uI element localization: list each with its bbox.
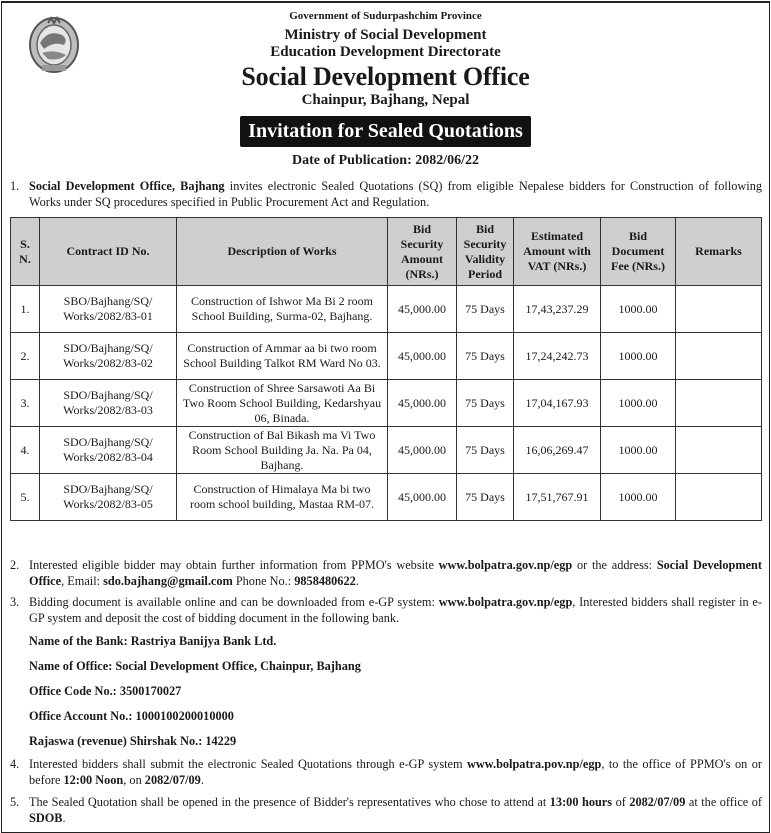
cell-remarks [676, 380, 762, 427]
cell-validity: 75 Days [457, 286, 514, 333]
office-code: Office Code No.: 3500170027 [29, 684, 182, 698]
cell-validity: 75 Days [457, 380, 514, 427]
cell-validity: 75 Days [457, 427, 514, 474]
clause-text: The Sealed Quotation shall be opened in the presence of Bidder's representatives who chose to attend at [29, 795, 550, 809]
cell-contract-id: SDO/Bajhang/SQ/ Works/2082/83-02 [40, 333, 177, 380]
deadline-time: 12:00 Noon [63, 773, 124, 787]
clause-number: 1. [10, 179, 20, 193]
directorate-name: Education Development Directorate [270, 44, 501, 60]
clause-text: , on [123, 773, 145, 787]
clause-1 [10, 178, 762, 210]
col-contract-id: Contract ID No. [40, 218, 177, 286]
deadline-date: 2082/07/09 [144, 773, 201, 787]
notice-header [0, 9, 771, 169]
opening-office: SDOB [29, 811, 63, 825]
cell-estimated: 17,04,167.93 [514, 380, 601, 427]
office-account-number: Office Account No.: 1000100200010000 [29, 709, 234, 723]
cell-contract-id: SDO/Bajhang/SQ/ Works/2082/83-05 [40, 474, 177, 521]
clause-text: of [612, 795, 630, 809]
clause-text: invites electronic Sealed Quotations (SQ) from eligible Nepalese bidders for Construction of following Works under SQ procedures specified in Public Procurement Act and Regulation. [29, 179, 762, 209]
clause-text: Interested bidders shall submit the electronic Sealed Quotations through e-GP system [29, 757, 468, 771]
clause-number: 3. [10, 595, 20, 609]
cell-bid-security: 45,000.00 [388, 427, 457, 474]
cell-description: Construction of Himalaya Ma bi two room school building, Mastaa RM-07. [177, 474, 388, 521]
website-link[interactable]: www.bolpatra.pov.np/egp [467, 757, 602, 771]
opening-time: 13:00 hours [549, 795, 613, 809]
clause-number: 4. [10, 757, 20, 771]
table-row [11, 380, 762, 427]
table-row [11, 427, 762, 474]
notice-title: Invitation for Sealed Quotations [240, 116, 531, 147]
cell-bid-security: 45,000.00 [388, 333, 457, 380]
table-header-row [11, 218, 762, 286]
table-row [11, 286, 762, 333]
office-bold: Social Development Office, Bajhang [29, 179, 225, 193]
website-link[interactable]: www.bolpatra.gov.np/egp [438, 558, 573, 572]
cell-doc-fee: 1000.00 [601, 474, 676, 521]
table-row [11, 474, 762, 521]
bank-name: Name of the Bank: Rastriya Banijya Bank Ltd. [29, 634, 277, 648]
cell-description: Construction of Ammar aa bi two room School Building Talkot RM Ward No 03. [177, 333, 388, 380]
cell-estimated: 17,43,237.29 [514, 286, 601, 333]
cell-remarks [676, 427, 762, 474]
office-name-bold: Social Development Office [29, 558, 762, 588]
clause-text: , to the office of PPMO's on or before [29, 757, 762, 787]
cell-bid-security: 45,000.00 [388, 286, 457, 333]
cell-estimated: 17,24,242.73 [514, 333, 601, 380]
clause-text: . [62, 811, 66, 825]
clause-4 [10, 756, 762, 788]
cell-remarks [676, 474, 762, 521]
clause-number: 5. [10, 795, 20, 809]
clause-text: at the office of [685, 795, 762, 809]
cell-sn: 5. [11, 474, 40, 521]
cell-doc-fee: 1000.00 [601, 427, 676, 474]
cell-contract-id: SDO/Bajhang/SQ/ Works/2082/83-04 [40, 427, 177, 474]
bank-office-name: Name of Office: Social Development Office, Chainpur, Bajhang [29, 659, 361, 673]
clause-text: , Email: [61, 574, 104, 588]
ministry-name: Ministry of Social Development [284, 27, 487, 43]
publication-date: Date of Publication: 2082/06/22 [291, 153, 480, 168]
cell-description: Construction of Bal Bikash ma Vi Two Room School Building Ja. Na. Pa 04, Bajhang. [177, 427, 388, 474]
clause-text: Bidding document is available online and can be downloaded from e-GP system: [29, 595, 439, 609]
clause-5 [10, 794, 762, 826]
cell-bid-security: 45,000.00 [388, 380, 457, 427]
website-link[interactable]: www.bolpatra.gov.np/egp [438, 595, 573, 609]
clause-text: Interested eligible bidder may obtain further information from PPMO's website [29, 558, 439, 572]
office-location: Chainpur, Bajhang, Nepal [301, 92, 470, 108]
cell-validity: 75 Days [457, 474, 514, 521]
col-remarks: Remarks [676, 218, 762, 286]
clause-text: . [355, 574, 359, 588]
cell-sn: 4. [11, 427, 40, 474]
clause-3 [10, 594, 762, 626]
phone-number: 9858480622 [294, 574, 356, 588]
cell-validity: 75 Days [457, 333, 514, 380]
clause-2 [10, 557, 762, 589]
cell-contract-id: SDO/Bajhang/SQ/ Works/2082/83-03 [40, 380, 177, 427]
government-name: Government of Sudurpashchim Province [289, 10, 482, 22]
col-doc-fee: Bid Document Fee (NRs.) [601, 218, 676, 286]
opening-date: 2082/07/09 [629, 795, 686, 809]
clause-text: or the address: [572, 558, 657, 572]
cell-estimated: 17,51,767.91 [514, 474, 601, 521]
clause-number: 2. [10, 558, 20, 572]
cell-description: Construction of Ishwor Ma Bi 2 room School Building, Surma-02, Bajhang. [177, 286, 388, 333]
works-table [10, 217, 762, 521]
cell-sn: 3. [11, 380, 40, 427]
clause-text: Phone No.: [232, 574, 295, 588]
cell-description: Construction of Shree Sarsawoti Aa Bi Two Room School Building, Kedarshyau 06, Binada. [177, 380, 388, 427]
col-bid-security: Bid Security Amount (NRs.) [388, 218, 457, 286]
cell-bid-security: 45,000.00 [388, 474, 457, 521]
revenue-shirshak-number: Rajaswa (revenue) Shirshak No.: 14229 [29, 734, 237, 748]
col-sn: S. N. [11, 218, 40, 286]
cell-sn: 2. [11, 333, 40, 380]
cell-remarks [676, 286, 762, 333]
cell-contract-id: SBO/Bajhang/SQ/ Works/2082/83-01 [40, 286, 177, 333]
cell-doc-fee: 1000.00 [601, 380, 676, 427]
col-estimated: Estimated Amount with VAT (NRs.) [514, 218, 601, 286]
email-link[interactable]: sdo.bajhang@gmail.com [103, 574, 233, 588]
table-row [11, 333, 762, 380]
cell-sn: 1. [11, 286, 40, 333]
col-validity: Bid Security Validity Period [457, 218, 514, 286]
cell-estimated: 16,06,269.47 [514, 427, 601, 474]
col-description: Description of Works [177, 218, 388, 286]
cell-doc-fee: 1000.00 [601, 286, 676, 333]
office-name: Social Development Office [241, 62, 530, 91]
clause-text: . [200, 773, 204, 787]
clause-text: , Interested bidders shall register in e-GP system and deposit the cost of bidding document in the following bank. [29, 595, 762, 625]
cell-doc-fee: 1000.00 [601, 333, 676, 380]
cell-remarks [676, 333, 762, 380]
